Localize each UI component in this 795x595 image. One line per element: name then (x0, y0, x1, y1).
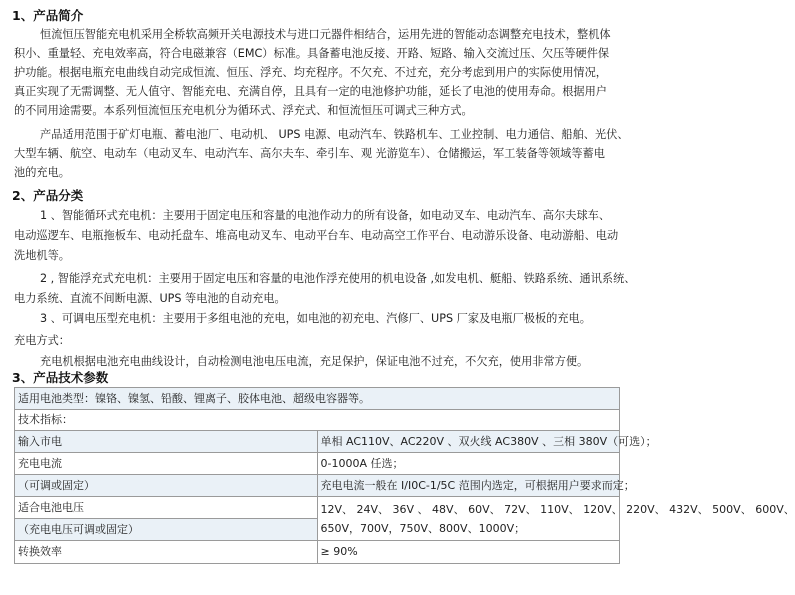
input-label: 输入市电 (15, 431, 318, 453)
adjustable-value: 充电电流一般在 I/I0C-1/5C 范围内选定，可根据用户要求而定； (317, 475, 620, 497)
category-line: 洗地机等。 (14, 249, 70, 262)
table-row (15, 410, 620, 431)
category-line: 1 、智能循环式充电机：主要用于固定电压和容量的电池作动力的所有设备，如电动叉车、电动汽车、高尔夫球车、 (40, 209, 611, 222)
category-line: 电动巡逻车、电瓶拖板车、电动托盘车、堆高电动叉车、电动平台车、电动高空工作平台、电动游乐设备、电动游船、电动 (14, 229, 619, 242)
tech-label-cell: 技术指标： (15, 410, 620, 431)
input-value: 单相 AC110V、AC220V 、双火线 AC380V 、三相 380V（可选）； (317, 431, 620, 453)
battery-types-cell: 适用电池类型：镍铬、镍氢、铅酸、锂离子、胶体电池、超级电容器等。 (15, 388, 620, 410)
voltage-label: 适合电池电压 (15, 497, 318, 519)
intro-line: 恒流恒压智能充电机采用全桥软高频开关电源技术与进口元器件相结合，运用先进的智能动态调整充电技术，整机体 (40, 28, 611, 41)
table-row (15, 388, 620, 410)
table-row (15, 475, 620, 497)
section-heading-specs: 3、产品技术参数 (12, 370, 109, 385)
intro-line: 积小、重量轻、充电效率高，符合电磁兼容（EMC）标准。具备蓄电池反接、开路、短路、输入交流过压、欠压等硬件保 (14, 47, 610, 60)
intro-line: 护功能。根据电瓶充电曲线自动完成恒流、恒压、浮充、均充程序。不欠充、不过充，充分考虑到用户的实际使用情况， (14, 66, 607, 79)
table-row (15, 541, 620, 564)
voltage-value-line: 650V，700V，750V、800V、1000V； (320, 522, 526, 535)
efficiency-label: 转换效率 (15, 541, 318, 564)
category-line: 2 , 智能浮充式充电机：主要用于固定电压和容量的电池作浮充使用的机电设备 ,如发电机、艇船、铁路系统、通讯系统、 (40, 272, 636, 285)
adjustable-label: （可调或固定） (15, 475, 318, 497)
table-row (15, 453, 620, 475)
section-heading-intro: 1、产品简介 (12, 8, 84, 23)
charge-mode-label: 充电方式： (14, 334, 70, 347)
voltage-value (317, 497, 795, 541)
intro-line: 真正实现了无需调整、无人值守、智能充电、充满自停，且具有一定的电池修护功能，延长了电池的使用寿命。根据用户 (14, 85, 607, 98)
section-heading-classification: 2、产品分类 (12, 188, 84, 203)
voltage-value-line: 12V、 24V、 36V 、 48V、 60V、 72V、 110V、 120V、 220V、 432V、 500V、 600V、 (320, 503, 795, 516)
intro-line: 的不同用途需要。本系列恒流恒压充电机分为循环式、浮充式、和恒流恒压可调式三种方式。 (14, 104, 473, 117)
scope-line: 池的充电。 (14, 166, 70, 179)
charge-mode-text: 充电机根据电池充电曲线设计，自动检测电池电压电流，充足保护，保证电池不过充，不欠充，使用非常方便。 (40, 355, 589, 368)
category-line: 电力系统、直流不间断电源、UPS 等电池的自动充电。 (14, 292, 286, 305)
current-label: 充电电流 (15, 453, 318, 475)
category-line: 3 、可调电压型充电机：主要用于多组电池的充电，如电池的初充电、汽修厂、UPS 厂家及电瓶厂极板的充电。 (40, 312, 591, 325)
scope-line: 产品适用范围于矿灯电瓶、蓄电池厂、电动机、 UPS 电源、电动汽车、铁路机车、工业控制、电力通信、船舶、光伏、 (40, 128, 629, 141)
spec-table (14, 387, 795, 564)
scope-line: 大型车辆、航空、电动车（电动叉车、电动汽车、高尔夫车、牵引车、观 光游览车）、仓储搬运，军工装备等领域等蓄电 (14, 147, 605, 160)
voltage-sub-label: （充电电压可调或固定） (15, 519, 318, 541)
efficiency-value: ≥ 90% (317, 541, 620, 564)
table-row (15, 431, 620, 453)
table-row (15, 497, 620, 519)
current-value: 0-1000A 任选； (317, 453, 620, 475)
